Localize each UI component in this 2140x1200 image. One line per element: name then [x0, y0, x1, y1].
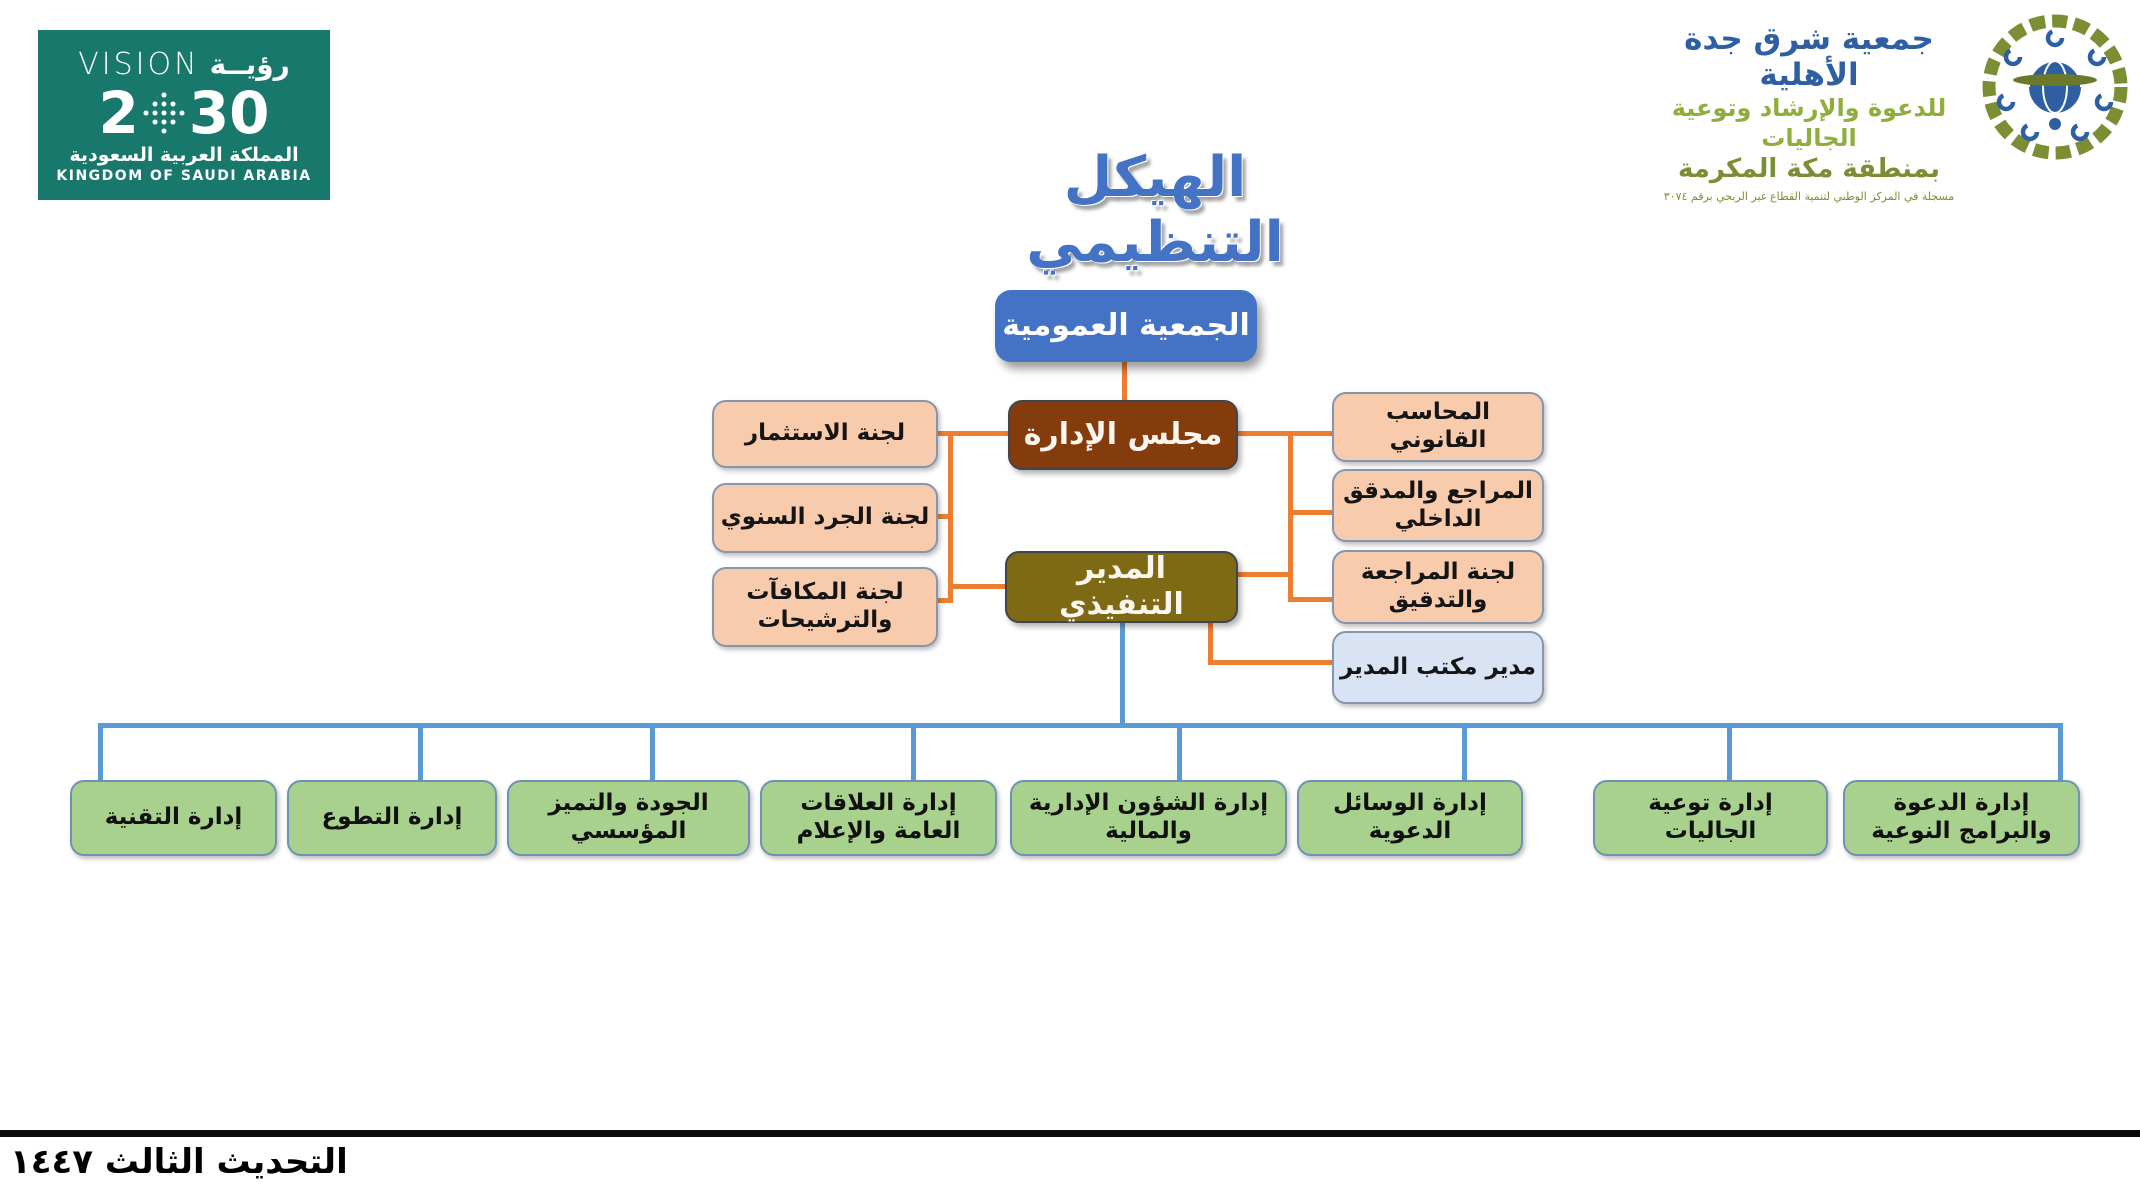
connector-office-manager-h	[1208, 660, 1332, 665]
connector-drop-7	[1727, 723, 1732, 780]
kingdom-name-ar: المملكة العربية السعودية	[69, 143, 299, 166]
connector-auditor	[1288, 510, 1332, 515]
page-title: الهيكل التنظيمي	[1026, 145, 1284, 275]
node-investment-committee: لجنة الاستثمار	[712, 400, 938, 468]
footer-divider	[0, 1130, 2140, 1137]
vision-wordmark	[78, 47, 290, 82]
connector-drop-6	[1462, 723, 1467, 780]
node-dept-admin-financial: إدارة الشؤون الإدارية والمالية	[1010, 780, 1287, 856]
node-general-assembly: الجمعية العمومية	[995, 290, 1257, 362]
connector-rewards	[938, 598, 953, 603]
connector-drop-8	[2058, 723, 2063, 780]
connector-office-manager-v	[1208, 623, 1213, 665]
connector-exec-bus	[1120, 623, 1125, 725]
connector-bus	[98, 723, 2063, 728]
node-dept-quality-excellence: الجودة والتميز المؤسسي	[507, 780, 750, 856]
node-dept-communities-awareness: إدارة توعية الجاليات	[1593, 780, 1828, 856]
node-dept-volunteering: إدارة التطوع	[287, 780, 497, 856]
connector-inventory	[938, 514, 953, 519]
node-dept-public-relations-media: إدارة العلاقات العامة والإعلام	[760, 780, 997, 856]
connector-drop-1	[98, 723, 103, 780]
vision-year-right: 30	[188, 78, 270, 147]
node-dept-dawah-programs: إدارة الدعوة والبرامج النوعية	[1843, 780, 2080, 856]
connector-assembly-board	[1122, 362, 1127, 402]
connector-exec-left	[948, 584, 1005, 589]
connector-board-accountant	[1238, 431, 1332, 436]
footer-update-label: التحديث الثالث ١٤٤٧	[10, 1142, 348, 1182]
association-region: بمنطقة مكة المكرمة	[1678, 154, 1940, 185]
connector-drop-4	[911, 723, 916, 780]
vision-word-ar: رؤيــة	[209, 47, 290, 81]
vision-year-left: 2	[98, 78, 139, 147]
association-registration: مسجلة في المركز الوطني لتنمية القطاع غير الربحي برقم ٣٠٧٤	[1663, 189, 1955, 203]
connector-drop-5	[1177, 723, 1182, 780]
node-internal-auditor: المراجع والمدقق الداخلي	[1332, 469, 1544, 542]
kingdom-name-en: KINGDOM OF SAUDI ARABIA	[56, 167, 312, 184]
node-audit-review-committee: لجنة المراجعة والتدقيق	[1332, 550, 1544, 624]
connector-board-investment	[938, 431, 1008, 436]
connector-exec-right	[1238, 572, 1288, 577]
connector-drop-3	[650, 723, 655, 780]
node-legal-accountant: المحاسب القانوني	[1332, 392, 1544, 462]
node-annual-inventory-committee: لجنة الجرد السنوي	[712, 483, 938, 553]
node-dept-technology: إدارة التقنية	[70, 780, 277, 856]
node-board-of-directors: مجلس الإدارة	[1008, 400, 1238, 470]
vision-word-en: VISION	[78, 46, 200, 82]
connector-right-trunk	[1288, 431, 1293, 602]
association-name: جمعية شرق جدة الأهلية	[1684, 21, 1934, 93]
node-dept-dawah-means: إدارة الوسائل الدعوية	[1297, 780, 1523, 856]
vision-year	[98, 78, 270, 147]
association-logo	[1644, 12, 2130, 203]
node-executive-director: المدير التنفيذي	[1005, 551, 1238, 623]
connector-audit-committee	[1288, 597, 1332, 602]
saudi-palm-emblem-icon	[141, 90, 187, 136]
node-rewards-nominations-committee: لجنة المكافآت والترشيحات	[712, 567, 938, 647]
vision-2030-logo	[38, 30, 330, 200]
association-logo-text	[1644, 22, 1974, 203]
node-director-office-manager: مدير مكتب المدير	[1332, 631, 1544, 704]
connector-drop-2	[418, 723, 423, 780]
association-emblem-icon	[1980, 12, 2130, 162]
association-subtitle: للدعوة والإرشاد وتوعية الجاليات	[1671, 94, 1947, 153]
